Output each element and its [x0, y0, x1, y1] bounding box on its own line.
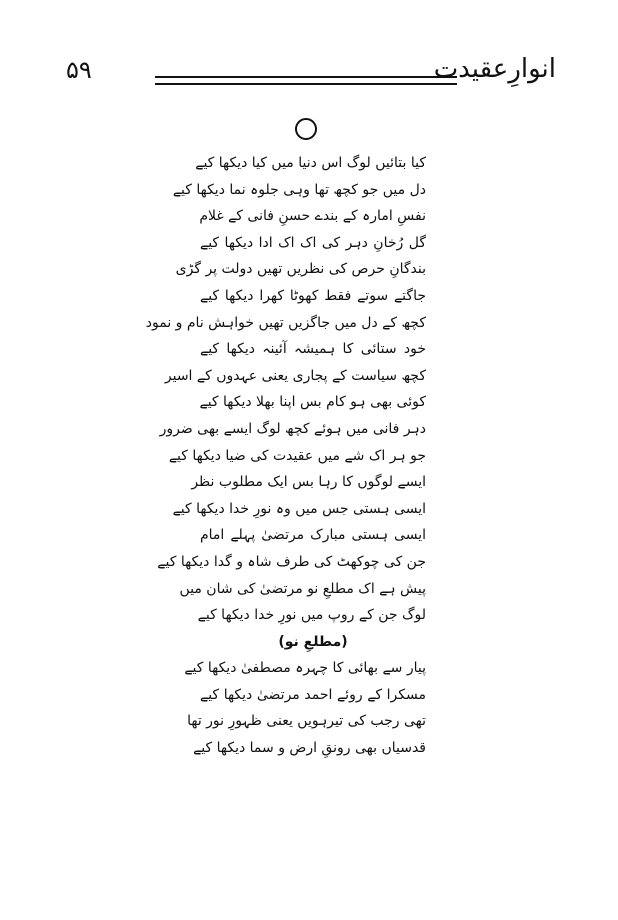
poem-line: ایسے لوگوں کا رہا بس ایک مطلوب نظر [191, 474, 426, 491]
poem-line: بندگانِ حرص کی نظریں تھیں دولت پر گڑی [175, 261, 426, 278]
poem-line: کچھ کے دل میں جاگزیں تھیں خواہش نام و نمود [145, 314, 426, 331]
poem-line: مسکرا کے روئے احمد مرتضیٰ دیکھا کیے [200, 686, 426, 703]
poem-body [145, 150, 426, 762]
poem-line: جن کی چوکھٹ کی طرف شاہ و گدا دیکھا کیے [157, 553, 426, 570]
circle-ornament-icon [295, 118, 317, 140]
page-number: ۵۹ [66, 56, 92, 84]
poem-line: جو ہر اک شے میں عقیدت کی ضیا دیکھا کیے [168, 447, 426, 464]
poem-line: نفسِ امارہ کے بندے حسنِ فانی کے غلام [199, 208, 426, 225]
poem-line: خود ستائی کا ہمیشہ آئینہ دیکھا کیے [200, 341, 426, 358]
poem-line: ایسی ہستی مبارک مرتضیٰ پہلے امام [200, 527, 426, 544]
poem-line: لوگ جن کے روپ میں نورِ خدا دیکھا کیے [197, 607, 426, 624]
poem-line: ایسی ہستی جس میں وہ نورِ خدا دیکھا کیے [172, 500, 426, 517]
poem-line: جاگتے سوتے فقط کھوٹا کھرا دیکھا کیے [200, 287, 426, 304]
poem-line: دہر فانی میں ہوئے کچھ لوگ ایسے بھی ضرور [159, 420, 426, 437]
poem-line: پیش ہے اک مطلعِ نو مرتضیٰ کی شان میں [179, 580, 426, 597]
poem-line: کچھ سیاست کے پجاری یعنی عہدوں کے اسیر [164, 367, 426, 384]
header-rule-top [155, 76, 457, 78]
header-rule-bottom [155, 83, 457, 85]
poem-line: پیار سے بھائی کا چہرہ مصطفیٰ دیکھا کیے [184, 660, 426, 677]
poem-line: گل رُخانِ دہر کی اک اک ادا دیکھا کیے [200, 234, 426, 251]
poem-line: کوئی بھی ہو کام بس اپنا بھلا دیکھا کیے [199, 394, 426, 411]
poem-line: کیا بتائیں لوگ اس دنیا میں کیا دیکھا کیے [195, 155, 426, 171]
poem-line: قدسیاں بھی رونقِ ارض و سما دیکھا کیے [193, 740, 426, 757]
poem-line: دل میں جو کچھ تھا وہی جلوہ نما دیکھا کیے [172, 181, 426, 198]
page-header-title: انوارِعقیدت [433, 54, 556, 84]
poem-section-heading: (مطلعِ نو) [278, 633, 348, 650]
poem-line: تھی رجب کی تیرہویں یعنی ظہورِ نور تھا [187, 713, 426, 730]
